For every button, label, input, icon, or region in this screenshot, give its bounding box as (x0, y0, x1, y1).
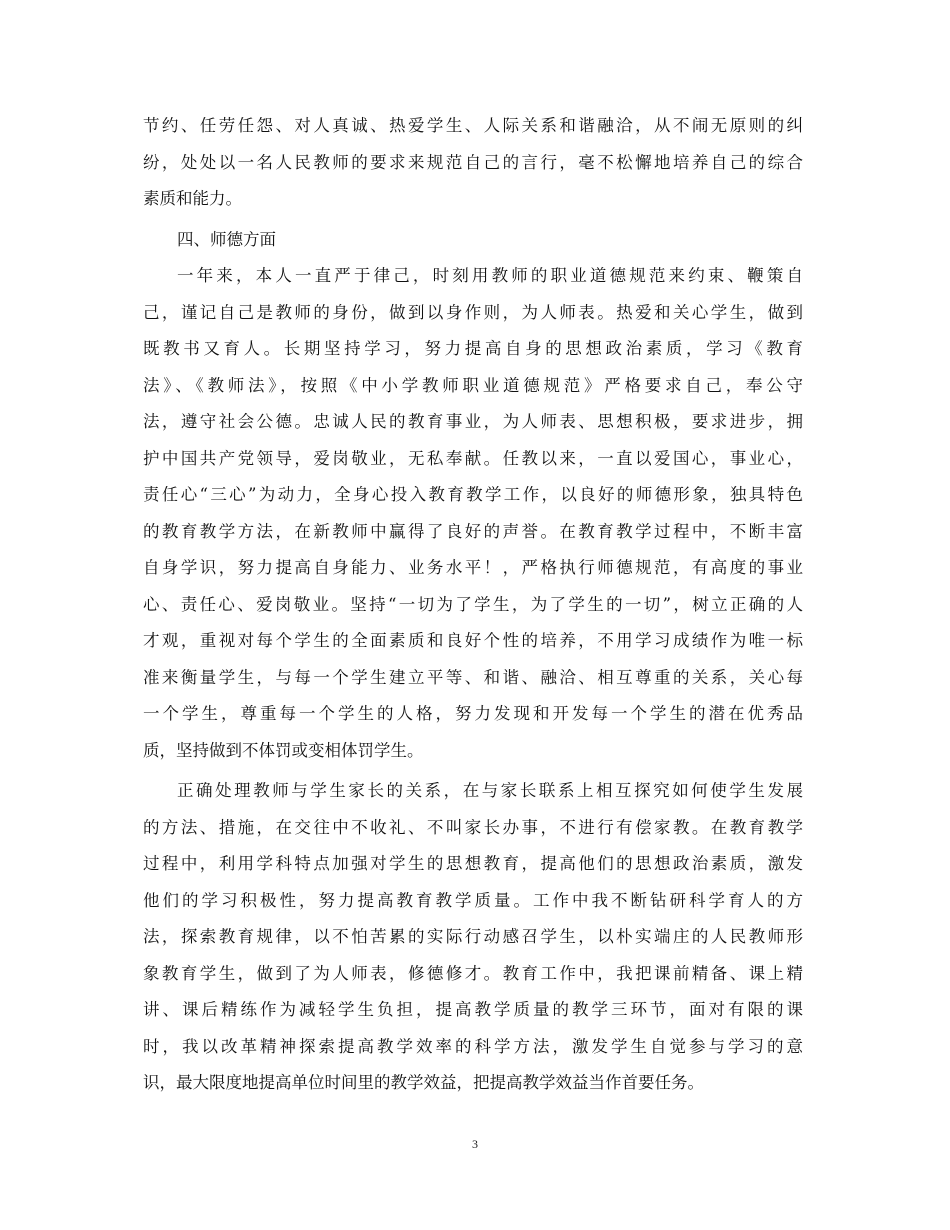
text-line: 时，我以改革精神探索提高教学效率的科学方法，激发学生自觉参与学习的意 (143, 1036, 803, 1056)
text-line: 的方法、措施，在交往中不收礼、不叫家长办事，不进行有偿家教。在教育教学 (143, 817, 803, 837)
text-line: 法》、《教师法》，按照《中小学教师职业道德规范》严格要求自己，奉公守 (143, 375, 803, 395)
text-line: 节约、任劳任怨、对人真诚、热爱学生、人际关系和谐融洽，从不闹无原则的纠 (143, 116, 803, 135)
text-line: 的教育教学方法，在新教师中赢得了良好的声誉。在教育教学过程中，不断丰富 (143, 521, 803, 541)
text-line: 才观，重视对每个学生的全面素质和良好个性的培养，不用学习成绩作为唯一标 (143, 631, 803, 650)
text-line: 象教育学生，做到了为人师表，修德修才。教育工作中，我把课前精备、课上精 (143, 963, 803, 983)
text-line: 准来衡量学生，与每一个学生建立平等、和谐、融洽、相互尊重的关系，关心每 (143, 667, 803, 687)
paragraph-teacher-ethics (143, 258, 803, 769)
heading-text: 四、师德方面 (177, 229, 276, 249)
text-line: 讲、课后精练作为减轻学生负担，提高教学质量的教学三环节，面对有限的课 (143, 1000, 803, 1019)
text-line: 纷，处处以一名人民教师的要求来规范自己的言行，毫不松懈地培养自己的综合 (143, 152, 803, 172)
text-line: 法，遵守社会公德。忠诚人民的教育事业，为人师表、思想积极，要求进步，拥 (143, 412, 803, 431)
text-line: 既教书又育人。长期坚持学习，努力提高自身的思想政治素质，学习《教育 (143, 339, 803, 358)
text-line: 己，谨记自己是教师的身份，做到以身作则，为人师表。热爱和关心学生，做到 (143, 302, 803, 322)
text-line: 素质和能力。 (143, 189, 242, 208)
text-line: 责任心“三心”为动力，全身心投入教育教学工作，以良好的师德形象，独具特色 (143, 485, 803, 504)
text-line: 一个学生，尊重每一个学生的人格，努力发现和开发每一个学生的潜在优秀品 (143, 704, 803, 723)
text-line: 他们的学习积极性，努力提高教育教学质量。工作中我不断钻研科学育人的方 (143, 890, 803, 910)
text-line: 心、责任心、爱岗敬业。坚持“一切为了学生，为了学生的一切”，树立正确的人 (143, 594, 803, 614)
paragraph-parent-relations (143, 773, 803, 1102)
text-line: 正确处理教师与学生家长的关系，在与家长联系上相互探究如何使学生发展 (177, 781, 803, 800)
text-line: 自身学识，努力提高自身能力、业务水平！，严格执行师德规范，有高度的事业 (143, 558, 803, 577)
text-line: 法，探索教育规律，以不怕苦累的实际行动感召学生，以朴实端庄的人民教师形 (143, 927, 803, 946)
paragraph-continuation (143, 108, 803, 218)
text-line: 质，坚持做到不体罚或变相体罚学生。 (143, 740, 424, 760)
text-line: 过程中，利用学科特点加强对学生的思想教育，提高他们的思想政治素质，激发 (143, 854, 803, 873)
section-heading (143, 222, 803, 259)
text-line: 护中国共产党领导，爱岗敬业，无私奉献。任教以来，一直以爱国心，事业心， (143, 448, 803, 468)
page-number: 3 (472, 1137, 478, 1151)
text-line: 识，最大限度地提高单位时间里的教学效益，把提高教学效益当作首要任务。 (143, 1073, 704, 1092)
document-body (143, 108, 803, 1102)
text-line: 一年来，本人一直严于律己，时刻用教师的职业道德规范来约束、鞭策自 (177, 266, 803, 285)
